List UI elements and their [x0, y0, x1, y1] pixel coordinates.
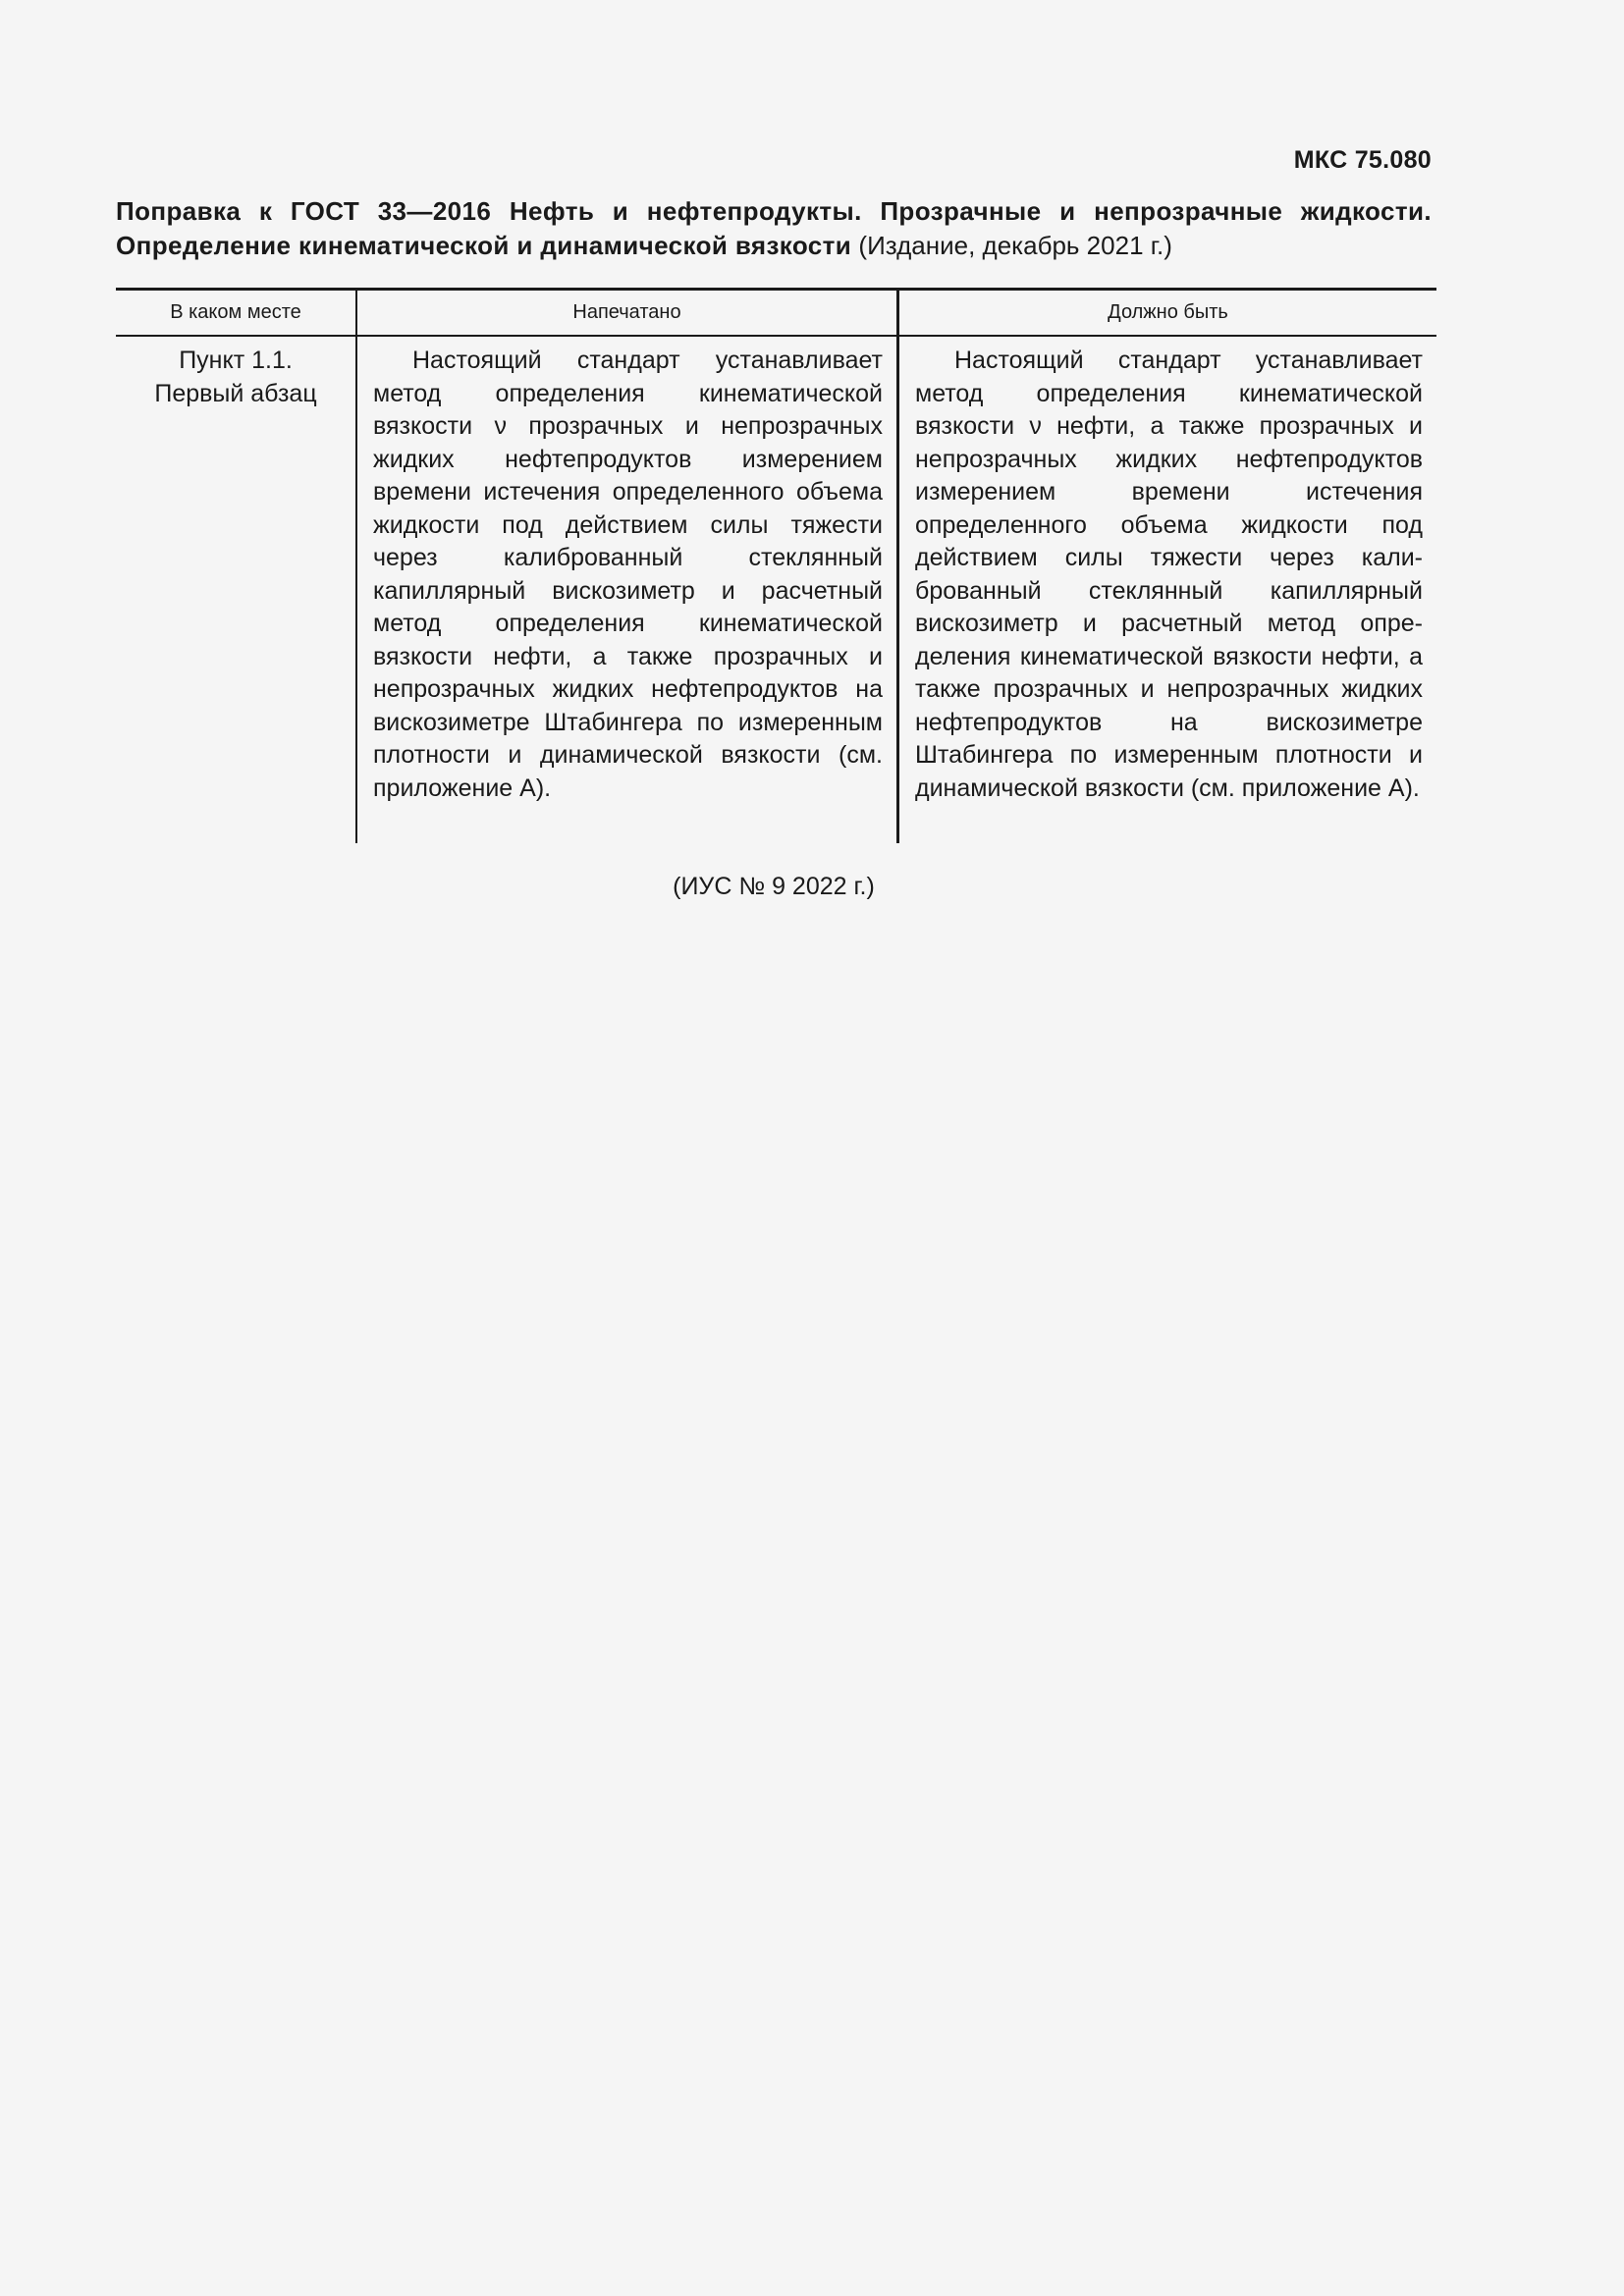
- place-text: Пункт 1.1. Первый абзац: [154, 347, 317, 407]
- document-title: [116, 194, 1432, 263]
- title-line-2-bold: Определение кинематической и динамической вязкости: [116, 231, 852, 260]
- should-be-text: Настоящий стандарт устанавливает метод определения кинематической вязкости ν нефти, а также прозрачных и непрозрачных жидких нефтепродуктов измерением времени истечения определенного объема жидкости под действием силы тяжести через калиброванный стеклянный капиллярный вискозиметр и расчетный метод определения кинематической вязкости нефти, а также прозрачных и непрозрачных жидких нефтепродуктов на вискозиметре Штабингера по измеренным плотности и динамической вязкости (см. приложение А).: [915, 347, 1423, 802]
- correction-table: [116, 288, 1436, 843]
- mks-code: МКС 75.080: [1293, 146, 1432, 174]
- cell-place: [116, 336, 356, 843]
- title-edition: (Издание, декабрь 2021 г.): [851, 231, 1172, 260]
- table-row: [116, 336, 1436, 843]
- table-header-row: [116, 290, 1436, 337]
- title-line-1: Поправка к ГОСТ 33—2016 Нефть и нефтепродукты. Прозрачные и непрозрачные жидкости.: [116, 196, 1432, 226]
- cell-should-be: [898, 336, 1437, 843]
- printed-text: Настоящий стандарт устанавливает метод определения кинематической вязкости ν прозрачных и непрозрачных жидких нефтепродуктов измерением времени истечения определенного объема жидкости под действием силы тяжести через калиброванный стеклянный капиллярный вискозиметр и расчетный метод определения кинематической вязкости нефти, а также прозрачных и непрозрачных жидких нефтепродуктов на вискозиметре Штабингера по измеренным плотности и динамической вязкости (см. приложение А).: [373, 347, 883, 802]
- cell-printed: [356, 336, 898, 843]
- header-place: В каком месте: [116, 290, 356, 337]
- header-printed: Напечатано: [356, 290, 898, 337]
- ius-reference: (ИУС № 9 2022 г.): [673, 873, 875, 900]
- header-should-be: Должно быть: [898, 290, 1437, 337]
